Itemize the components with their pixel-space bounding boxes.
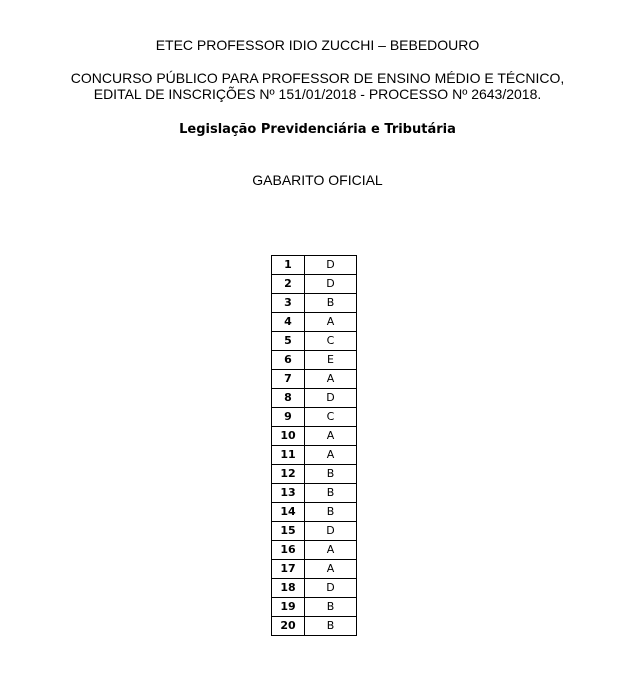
table-row [272,465,357,484]
question-number: 6 [272,351,305,370]
question-answer: E [305,351,357,370]
table-row [272,484,357,503]
table-row [272,389,357,408]
table-row [272,332,357,351]
table-row [272,313,357,332]
table-row [272,579,357,598]
answer-key-table [271,255,357,636]
question-number: 3 [272,294,305,313]
question-number: 15 [272,522,305,541]
question-number: 19 [272,598,305,617]
question-number: 1 [272,256,305,275]
question-answer: C [305,408,357,427]
school-name: ETEC PROFESSOR IDIO ZUCCHI – BEBEDOURO [155,37,480,53]
table-row [272,351,357,370]
table-row [272,522,357,541]
table-row [272,256,357,275]
table-row [272,560,357,579]
question-number: 14 [272,503,305,522]
question-answer: C [305,332,357,351]
question-answer: B [305,617,357,636]
subject-title: Legislação Previdenciária e Tributária [179,122,456,137]
table-row [272,408,357,427]
question-number: 7 [272,370,305,389]
question-number: 11 [272,446,305,465]
question-answer: D [305,389,357,408]
table-row [272,617,357,636]
table-row [272,370,357,389]
question-answer: D [305,256,357,275]
question-number: 10 [272,427,305,446]
question-number: 4 [272,313,305,332]
answer-key-title: GABARITO OFICIAL [252,172,383,188]
question-answer: B [305,465,357,484]
contest-title-line-2: EDITAL DE INSCRIÇÕES Nº 151/01/2018 - PROCESSO Nº 2643/2018. [93,86,542,102]
question-answer: B [305,598,357,617]
question-answer: B [305,503,357,522]
question-number: 13 [272,484,305,503]
question-answer: A [305,560,357,579]
answer-key-body [272,256,357,636]
table-row [272,294,357,313]
question-answer: D [305,275,357,294]
question-answer: A [305,541,357,560]
question-number: 18 [272,579,305,598]
question-number: 20 [272,617,305,636]
question-number: 2 [272,275,305,294]
table-row [272,598,357,617]
question-answer: D [305,579,357,598]
question-answer: A [305,427,357,446]
question-answer: B [305,484,357,503]
question-number: 8 [272,389,305,408]
question-answer: A [305,370,357,389]
question-answer: A [305,446,357,465]
question-number: 12 [272,465,305,484]
question-answer: A [305,313,357,332]
question-answer: B [305,294,357,313]
table-row [272,275,357,294]
question-number: 17 [272,560,305,579]
question-answer: D [305,522,357,541]
table-row [272,503,357,522]
question-number: 9 [272,408,305,427]
question-number: 5 [272,332,305,351]
contest-title-line-1: CONCURSO PÚBLICO PARA PROFESSOR DE ENSINO MÉDIO E TÉCNICO, [70,70,565,86]
table-row [272,541,357,560]
question-number: 16 [272,541,305,560]
table-row [272,427,357,446]
table-row [272,446,357,465]
